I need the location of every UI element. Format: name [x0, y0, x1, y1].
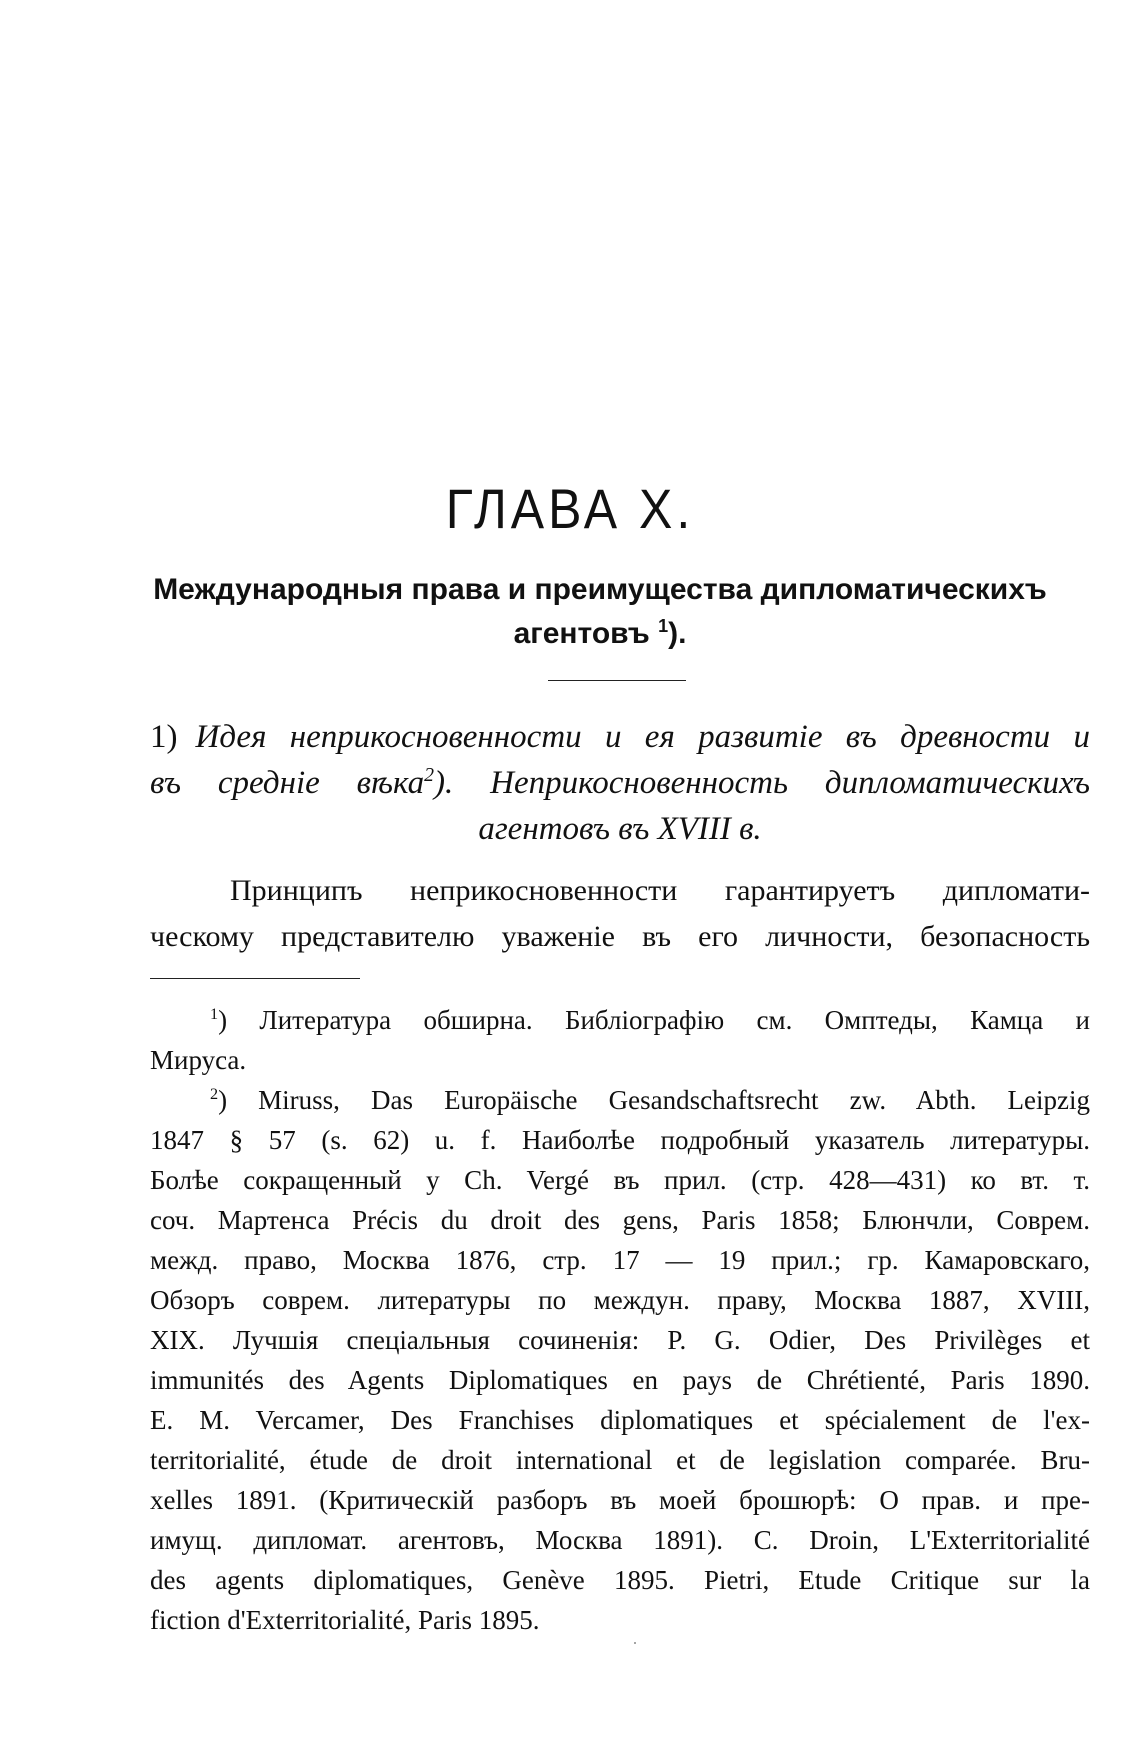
- chapter-subtitle-line2: [150, 612, 1050, 656]
- footnote-2-line5: межд. право, Москва 1876, стр. 17 — 19 прил.; гр. Камаровскаго,: [150, 1245, 1090, 1275]
- body-paragraph: [150, 868, 1090, 960]
- footnote-2-line3: Болѣе сокращенный у Ch. Vergé въ прил. (стр. 428—431) ко вт. т.: [150, 1165, 1090, 1195]
- footnote-1-marker: 1: [210, 1005, 219, 1023]
- print-speck: [634, 1642, 636, 1644]
- footnote-divider: [150, 978, 360, 979]
- footnote-2-line7: XIX. Лучшія спеціальныя сочиненія: P. G. Odier, Des Privilèges et: [150, 1325, 1090, 1355]
- footnote-2-text: ) Miruss, Das Europäische Gesandschaftsrecht zw. Abth. Leipzig: [218, 1085, 1090, 1115]
- section-heading-text2a: въ средніе вѣка: [150, 765, 425, 801]
- footnote-2-line4: соч. Мартенса Précis du droit des gens, Paris 1858; Блюнчли, Соврем.: [150, 1205, 1090, 1235]
- chapter-subtitle: [150, 568, 1050, 656]
- body-line1: Принципъ неприкосновенности гарантируетъ дипломати-: [230, 874, 1090, 907]
- footnote-2-line12: имущ. дипломат. агентовъ, Москва 1891). C. Droin, L'Exterritorialité: [150, 1525, 1090, 1555]
- footnote-1-text: ) Литература обширна. Библіографію см. Омптеды, Камца и: [218, 1005, 1090, 1035]
- footnote-2-line6: Обзоръ соврем. литературы по междун. праву, Москва 1887, XVIII,: [150, 1285, 1090, 1315]
- footnote-1-line1: [150, 1000, 1090, 1040]
- section-heading-text2b: ). Неприкосновенность дипломатическихъ: [433, 765, 1090, 801]
- footnote-2-line11: xelles 1891. (Критическій разборъ въ моей брошюрѣ: О прав. и пре-: [150, 1485, 1090, 1515]
- chapter-subtitle-end: ).: [668, 617, 687, 650]
- footnote-2-line8: immunités des Agents Diplomatiques en pays de Chrétienté, Paris 1890.: [150, 1365, 1090, 1395]
- footnote-ref-2: 2: [424, 764, 434, 786]
- footnote-2-marker: 2: [210, 1085, 219, 1103]
- title-divider: [548, 680, 686, 681]
- chapter-subtitle-line1: Международныя права и преимущества дипломатическихъ: [153, 573, 1047, 606]
- footnote-2-line9: E. M. Vercamer, Des Franchises diplomatiques et spécialement de l'ex-: [150, 1405, 1090, 1435]
- footnote-2-line10: territorialité, étude de droit international et de legislation comparée. Bru-: [150, 1445, 1090, 1475]
- section-heading-line1: [150, 714, 1090, 760]
- section-number: 1): [150, 719, 178, 755]
- section-heading-line3: агентовъ въ XVIII в.: [478, 811, 762, 847]
- section-heading: [150, 714, 1090, 852]
- chapter-title: ГЛАВА X.: [445, 477, 695, 541]
- section-heading-text1: Идея неприкосновенности и ея развитіе въ древности и: [195, 719, 1090, 755]
- footnote-2-line2: 1847 § 57 (s. 62) u. f. Наиболѣе подробный указатель литературы.: [150, 1125, 1090, 1155]
- footnote-1-line2: Мируса.: [150, 1045, 247, 1075]
- footnotes: [150, 1000, 1090, 1640]
- body-line2: ческому представителю уваженіе въ его личности, безопасность: [150, 920, 1090, 953]
- chapter-subtitle-word: агентовъ: [513, 617, 650, 650]
- footnote-2-line13: des agents diplomatiques, Genève 1895. Pietri, Etude Critique sur la: [150, 1565, 1090, 1595]
- footnote-ref-1: 1: [658, 616, 669, 636]
- footnote-2-line1: [150, 1080, 1090, 1120]
- footnote-2-line14: fiction d'Exterritorialité, Paris 1895.: [150, 1605, 540, 1635]
- section-heading-line2: [150, 760, 1090, 806]
